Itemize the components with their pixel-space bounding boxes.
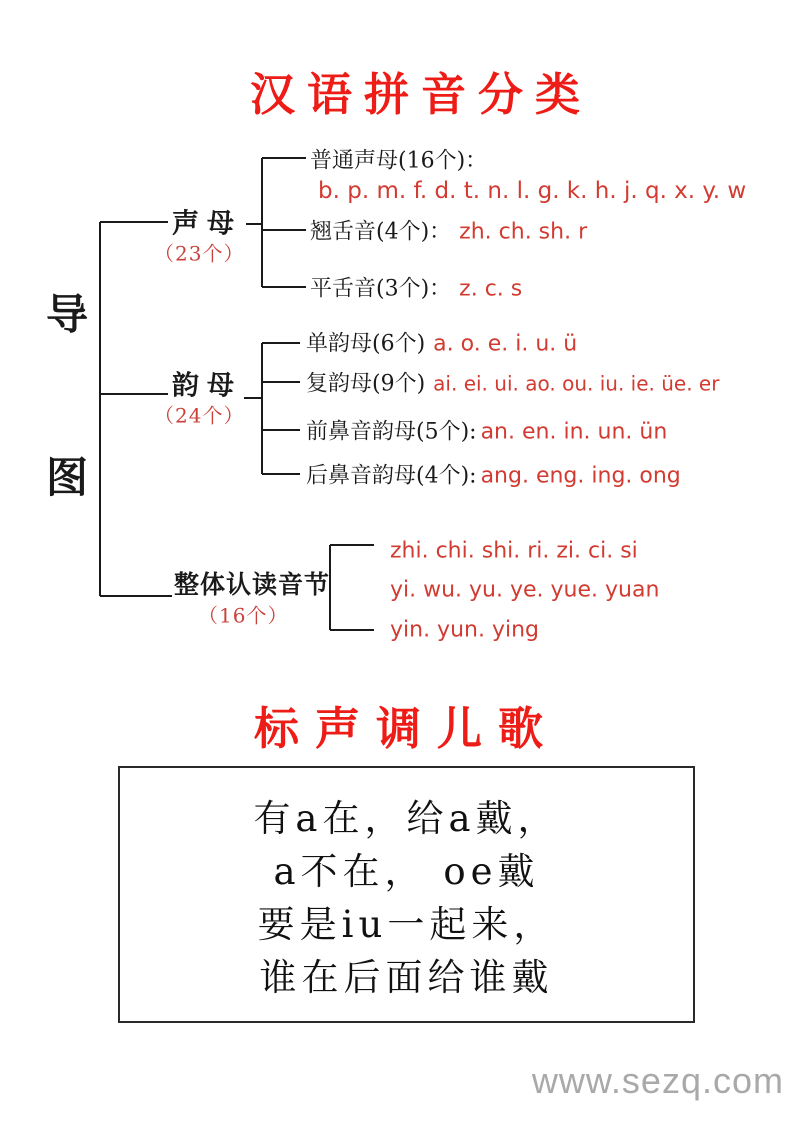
leaf-danyunmu-label: 单韵母(6个) <box>306 331 426 357</box>
watermark: www.sezq.com <box>531 1060 784 1101</box>
branch-yunmu-count: （24个） <box>154 403 245 428</box>
page-title: 汉语拼音分类 <box>250 68 593 121</box>
leaf-qianbiyin-label: 前鼻音韵母(5个): <box>306 419 477 445</box>
leaf-fuyunmu-label: 复韵母(9个) <box>306 371 426 397</box>
tone-song-box <box>118 766 695 1023</box>
song-line-1: 有a在，给a戴， <box>253 797 560 840</box>
leaf-qiaosheyin-value: zh. ch. sh. r <box>459 219 588 245</box>
leaf-zhengti-line3: yin. yun. ying <box>390 617 539 643</box>
leaf-danyunmu <box>306 327 577 358</box>
leaf-houbiyin <box>306 459 681 490</box>
leaf-qiaosheyin-label: 翘舌音(4个)： <box>310 219 452 245</box>
song-line-2: a不在， oe戴 <box>273 850 540 893</box>
leaf-pingsheyin-label: 平舌音(3个)： <box>310 276 452 302</box>
leaf-danyunmu-value: a. o. e. i. u. ü <box>433 331 578 357</box>
leaf-qianbiyin <box>306 415 667 446</box>
leaf-zhengti-line1: zhi. chi. shi. ri. zi. ci. si <box>390 538 638 564</box>
branch-zhengti-count: （16个） <box>198 603 289 628</box>
leaf-qianbiyin-value: an. en. in. un. ün <box>480 419 668 445</box>
leaf-fuyunmu-value: ai. ei. ui. ao. ou. iu. ie. üe. er <box>433 371 720 396</box>
song-line-3: 要是iu一起来， <box>257 903 556 946</box>
leaf-zhengti-line2: yi. wu. yu. ye. yue. yuan <box>390 577 660 603</box>
leaf-putong-shengmu-label: 普通声母(16个)： <box>310 148 488 174</box>
root-label-char-dao: 导 <box>46 290 89 339</box>
branch-zhengti-label: 整体认读音节 <box>174 570 331 599</box>
branch-yunmu-label: 韵母 <box>172 370 242 402</box>
root-label-char-tu: 图 <box>46 453 89 502</box>
branch-shengmu-label: 声母 <box>172 208 242 240</box>
branch-shengmu-count: （23个） <box>154 241 245 266</box>
leaf-pingsheyin <box>310 272 522 303</box>
song-line-4: 谁在后面给谁戴 <box>259 956 554 999</box>
leaf-fuyunmu <box>306 367 719 398</box>
leaf-putong-shengmu-value: b. p. m. f. d. t. n. l. g. k. h. j. q. x. y. w <box>318 178 747 204</box>
leaf-houbiyin-label: 后鼻音韵母(4个): <box>306 463 477 489</box>
leaf-qiaosheyin <box>310 215 587 246</box>
leaf-houbiyin-value: ang. eng. ing. ong <box>480 463 681 489</box>
leaf-pingsheyin-value: z. c. s <box>459 276 523 302</box>
song-title: 标声调儿歌 <box>254 702 560 755</box>
